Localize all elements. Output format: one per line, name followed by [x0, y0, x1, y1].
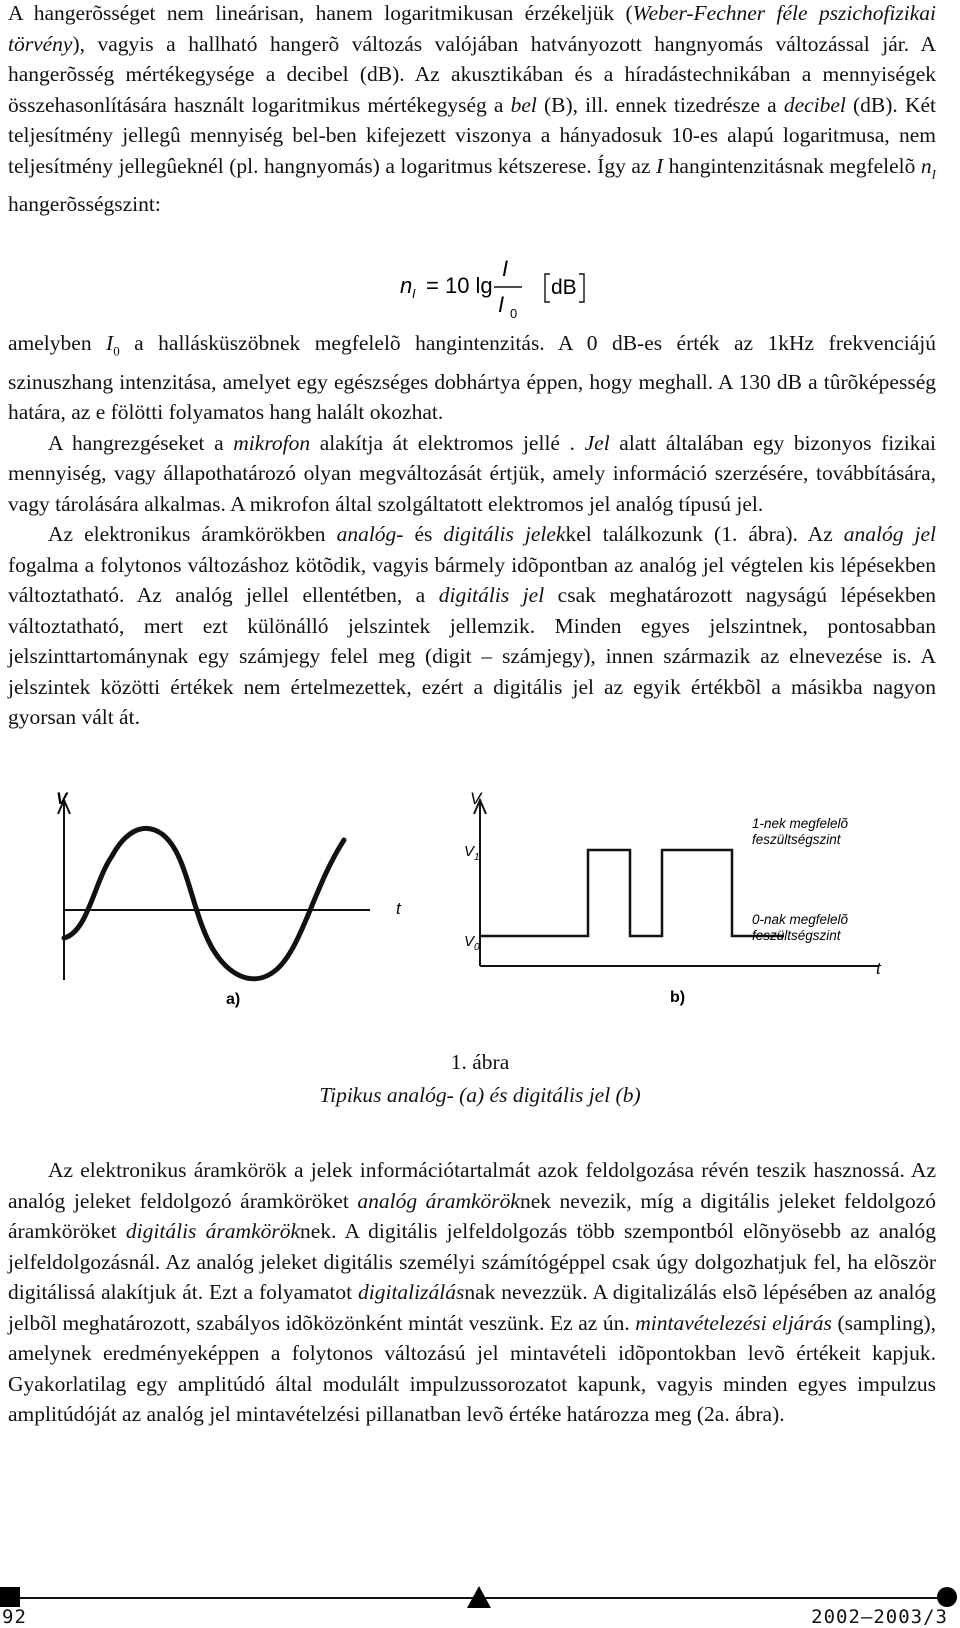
digital-note-low-line2: feszültségszint — [752, 928, 841, 943]
paragraph-loudness — [8, 0, 936, 220]
emphasis-microphone: mikrofon — [233, 430, 311, 455]
text-block-middle — [8, 328, 936, 733]
digital-note-high-line1: 1-nek megfelelõ — [752, 816, 849, 831]
formula-denominator: I — [498, 292, 505, 317]
text-block-bottom — [8, 1155, 936, 1430]
paragraph-threshold — [8, 328, 936, 428]
text-span: amelyben — [8, 331, 107, 355]
text-span: kel találkozunk (1. ábra). Az — [565, 522, 844, 547]
text-span: Az elektronikus áramkörökben — [48, 522, 337, 547]
figure-caption-text: Tipikus analóg- (a) és digitális jel (b) — [319, 1083, 641, 1107]
footer-triangle-marker — [467, 1586, 491, 1608]
digital-note-low-line1: 0-nak megfelelõ — [752, 912, 849, 927]
text-span: és — [403, 522, 444, 547]
digital-signal-plot — [464, 790, 882, 1006]
paragraph-digitization — [8, 1155, 936, 1430]
symbol-threshold-intensity: I — [106, 331, 114, 355]
text-span: a hallásküszöbnek megfelelõ hangintenzitás. A 0 dB-es érték az 1kHz frekvenciájú szinuszhang intenzitása, amelyet egy egészséges dobhártya éppen, hogy meghall. A 130 dB a tûrõképesség határa, az e fölötti folyamatos hang halált okozhat. — [8, 331, 936, 425]
symbol-threshold-subscript: 0 — [113, 343, 120, 359]
figure-caption-number: 1. ábra — [450, 1050, 510, 1074]
formula-lhs: n — [400, 273, 413, 298]
bracket-right — [579, 274, 584, 302]
digital-v1-label: $V_1$ — [464, 843, 480, 863]
text-span: (B), ill. ennek tizedrésze a — [536, 92, 784, 117]
digital-note-high-line2: feszültségszint — [752, 832, 841, 847]
emphasis-digital-signal: digitális jel — [438, 583, 545, 608]
page-number: 92 — [2, 1606, 27, 1628]
emphasis-analog-signal: analóg jel — [843, 522, 937, 547]
analog-v-label: V — [56, 790, 68, 808]
text-span: nek nevezik, míg a digitális jeleket feldolgozó áramköröket — [8, 1188, 936, 1243]
text-span: fogalma a folytonos változáshoz kötõdik, vagyis bármely idõpontban az analóg jel végtelen kis lépésekben változtatható. Az analóg jellel ellentétben, a — [8, 552, 936, 608]
analog-label: a) — [226, 991, 241, 1008]
symbol-level-subscript: I — [931, 165, 937, 181]
emphasis-signal: Jel — [584, 430, 610, 455]
text-span: alakítja át elektromos jellé . — [310, 430, 585, 455]
formula-numerator: I — [502, 256, 509, 281]
emphasis-law-name: Weber-Fechner féle pszichofizikai törvény — [8, 1, 936, 56]
paragraph-analog-digital — [8, 519, 936, 733]
emphasis-analog: analóg- — [336, 522, 404, 547]
emphasis-digital-signals: digitális jelek — [443, 522, 566, 547]
digital-v0-label: $V_0$ — [464, 933, 480, 953]
paragraph-microphone — [8, 428, 936, 520]
text-span: nek. A digitális jelfeldolgozás több szempontból elõnyösebb az analóg jelfeldolgozásnál. Az analóg jeleket digitális személyi számítógéppel csak úgy dolgozhatjuk fel, ha elõször digitálissá alakítjuk át. Ezt a folyamatot — [8, 1219, 936, 1304]
text-span: nak nevezzük. A digitalizálás elsõ lépésében az analóg jelbõl meghatározott, szabályos idõközönként mintát veszünk. Ez az ún. — [8, 1280, 936, 1335]
text-span: hangintenzitásnak megfelelõ — [663, 153, 921, 178]
text-span: hangerõsségszint: — [8, 192, 161, 217]
text-span: (dB). Két teljesítmény jellegû mennyiség bel-ben kifejezett viszonya a hányadosuk 10-es alapú logaritmusa, nem teljesítmény jellegûeknél (pl. hangnyomás) a logaritmus kétszerese. Így az — [8, 92, 936, 178]
analog-signal-plot — [56, 790, 402, 1008]
text-span: A hangrezgéseket a — [48, 430, 234, 455]
emphasis-digitization: digitalizálás — [358, 1280, 465, 1304]
bracket-left — [545, 274, 550, 302]
formula-denominator-subscript: 0 — [510, 306, 518, 321]
issue-number: 2002–2003/3 — [811, 1606, 948, 1628]
formula-unit: dB — [551, 276, 577, 299]
formula-equals: = 10 lg — [426, 273, 493, 298]
text-span: A hangerõsséget nem lineárisan, hanem logaritmikusan érzékeljük ( — [8, 1, 633, 25]
emphasis-decibel: decibel — [783, 92, 846, 117]
loudness-formula — [390, 252, 610, 324]
text-span: (sampling), amelynek eredményeképpen a folytonos változású jel mintavételi idõpontokban levõ értékeit kapjuk. Gyakorlatilag egy amplitúdó által modulált impulzussorozatot kapunk, vagyis minden egyes impulzus amplitúdóját az analóg jel mintavételzési pillanatban levõ értéke határozza meg (2a. ábra). — [8, 1310, 936, 1426]
analog-t-label: t — [396, 899, 401, 918]
text-span: Az elektronikus áramkörök a jelek információtartalmát azok feldolgozása révén teszik hasznossá. Az analóg jeleket feldolgozó áramköröket — [8, 1158, 936, 1213]
text-span: ), vagyis a hallható hangerõ változás valójában hatványozott hangnyomás változással jár. A hangerõsség mértékegysége a decibel (dB). Az akusztikában és a híradástechnikában a mennyiségek összehasonlítására használt logaritmikus mértékegység a — [8, 31, 936, 117]
text-span: csak meghatározott nagyságú lépésekben változtatható, mert ezt különálló jelszintek jellemzik. Minden egyes jelszintnek, pontosabban jelszinttartománynak egy számjegy felel meg (digit – számjegy), innen származik az elnevezése is. A jelszintek közötti értékek nem értelmezettek, ezért a digitális jel az egyik értékbõl a másikba nagyon gyorsan vált át. — [8, 583, 937, 730]
digital-waveform — [480, 850, 784, 936]
emphasis-bel: bel — [510, 92, 537, 117]
footer-circle-marker — [937, 1587, 957, 1607]
emphasis-sampling: mintavételezési eljárás — [635, 1310, 832, 1335]
digital-label: b) — [670, 989, 686, 1006]
digital-v-label: V — [470, 790, 482, 808]
figure-analog-digital-signals — [40, 790, 920, 1030]
formula-lhs-subscript: I — [412, 286, 416, 301]
emphasis-digital-circuits: digitális áramkörök — [125, 1219, 301, 1243]
symbol-intensity: I — [655, 153, 664, 178]
footer-square-marker — [0, 1587, 20, 1607]
symbol-level: n — [920, 153, 932, 178]
page-footer — [0, 1586, 960, 1628]
analog-waveform — [64, 828, 344, 978]
text-span: alatt általában egy bizonyos fizikai mennyiség, vagy állapothatározó olyan megváltozását értjük, amely információ szerzésére, továbbítására, vagy tárolására alkalmas. A mikrofon által szolgáltatott elektromos jel analóg típusú jel. — [8, 430, 937, 516]
emphasis-analog-circuits: analóg áramkörök — [357, 1188, 520, 1213]
digital-t-label: t — [876, 959, 881, 978]
